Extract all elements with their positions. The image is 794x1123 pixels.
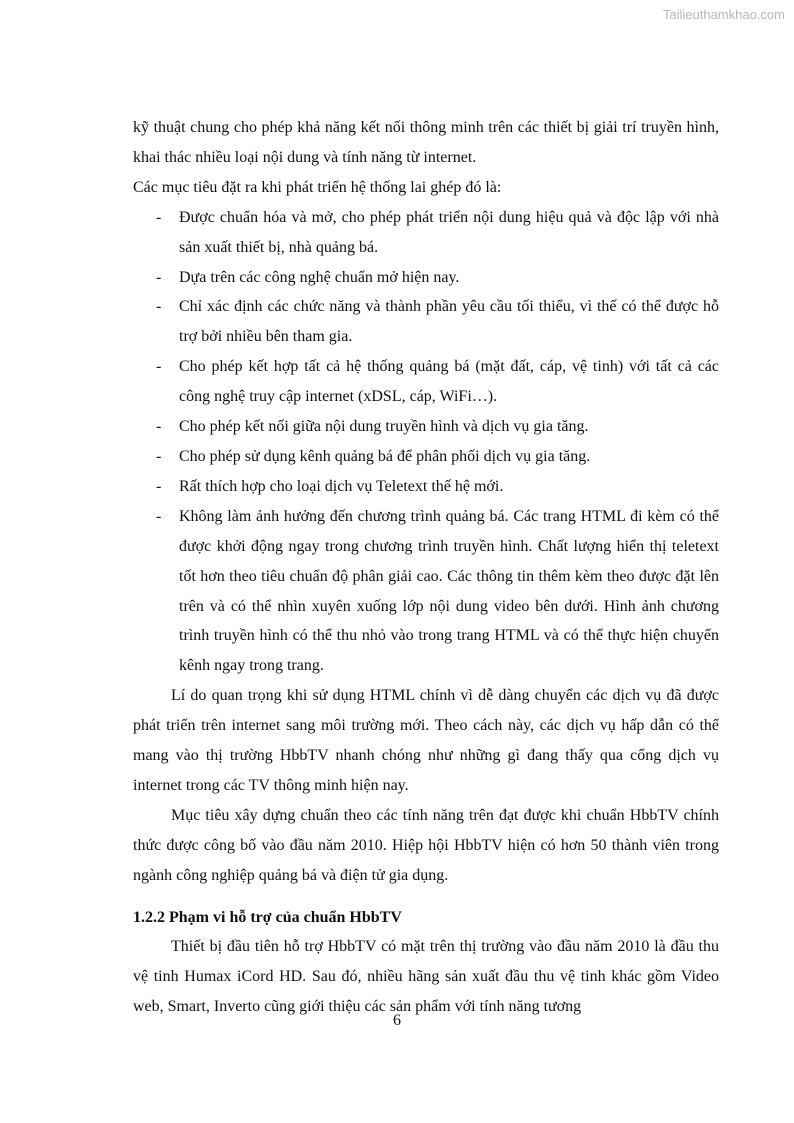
html-reason-paragraph: Lí do quan trọng khi sử dụng HTML chính vì dễ dàng chuyển các dịch vụ đã được phát triển trên internet sang môi trường mới. Theo cách này, các dịch vụ hấp dẫn có thể mang vào thị trường HbbTV nhanh chóng như những gì đang thấy qua cổng dịch vụ internet trong các TV thông minh hiện nay. bbox=[133, 687, 719, 794]
goals-list bbox=[133, 203, 719, 682]
intro-paragraph: kỹ thuật chung cho phép khả năng kết nối thông minh trên các thiết bị giải trí truyền hình, khai thác nhiều loại nội dung và tính năng từ internet. bbox=[133, 119, 719, 166]
list-item: - Chỉ xác định các chức năng và thành phần yêu cầu tối thiểu, vì thế có thể được hỗ trợ bởi nhiều bên tham gia. bbox=[133, 292, 719, 352]
list-item: - Cho phép sử dụng kênh quảng bá để phân phối dịch vụ gia tăng. bbox=[133, 442, 719, 472]
support-paragraph: Thiết bị đầu tiên hỗ trợ HbbTV có mặt trên thị trường vào đầu năm 2010 là đầu thu vệ tinh Humax iCord HD. Sau đó, nhiều hãng sản xuất đầu thu vệ tinh khác gồm Video web, Smart, Inverto cũng giới thiệu các sản phẩm với tính năng tương bbox=[133, 938, 719, 1016]
list-item: - Được chuẩn hóa và mở, cho phép phát triển nội dung hiệu quả và độc lập với nhà sản xuất thiết bị, nhà quảng bá. bbox=[133, 203, 719, 263]
goals-lead: Các mục tiêu đặt ra khi phát triển hệ thống lai ghép đó là: bbox=[133, 178, 502, 196]
watermark: Tailieuthamkhao.com bbox=[662, 7, 785, 22]
list-item: - Cho phép kết nối giữa nội dung truyền hình và dịch vụ gia tăng. bbox=[133, 412, 719, 442]
list-item: - Không làm ảnh hưởng đến chương trình quảng bá. Các trang HTML đi kèm có thể được khởi động ngay trong chương trình truyền hình. Chất lượng hiển thị teletext tốt hơn theo tiêu chuẩn độ phân giải cao. Các thông tin thêm kèm theo được đặt lên trên và có thể nhìn xuyên xuống lớp nội dung video bên dưới. Hình ảnh chương trình truyền hình có thể thu nhỏ vào trong trang HTML và có thể thực hiện chuyển kênh ngay trong trang. bbox=[133, 502, 719, 681]
page-body bbox=[133, 113, 719, 1022]
list-item: - Rất thích hợp cho loại dịch vụ Teletext thế hệ mới. bbox=[133, 472, 719, 502]
list-item: - Cho phép kết hợp tất cả hệ thống quảng bá (mặt đất, cáp, vệ tinh) với tất cả các công nghệ truy cập internet (xDSL, cáp, WiFi…). bbox=[133, 352, 719, 412]
section-heading: 1.2.2 Phạm vi hỗ trợ của chuẩn HbbTV bbox=[133, 908, 402, 926]
standard-goal-paragraph: Mục tiêu xây dựng chuẩn theo các tính năng trên đạt được khi chuẩn HbbTV chính thức được công bố vào đầu năm 2010. Hiệp hội HbbTV hiện có hơn 50 thành viên trong ngành công nghiệp quảng bá và điện tử gia dụng. bbox=[133, 806, 719, 884]
page-number: 6 bbox=[393, 1012, 401, 1029]
list-item: - Dựa trên các công nghệ chuẩn mở hiện nay. bbox=[133, 263, 719, 293]
